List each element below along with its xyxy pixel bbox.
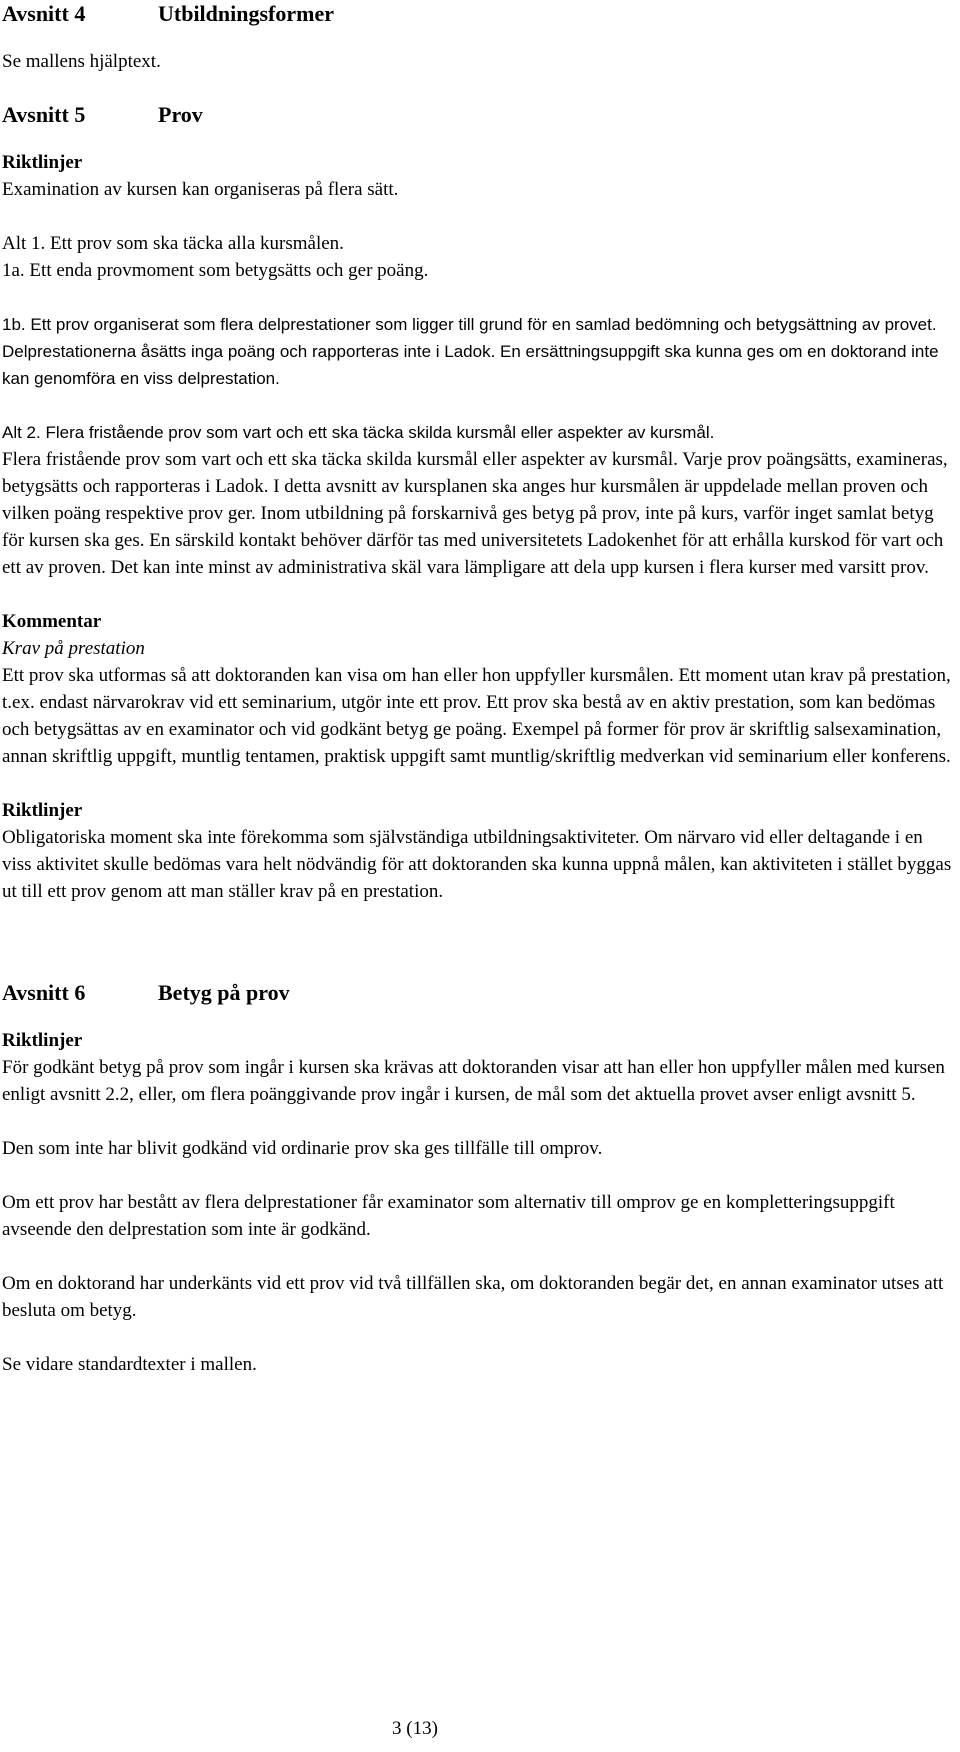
paragraph: Alt 2. Flera fristående prov som vart och ett ska täcka skilda kursmål eller aspekter av kursmål. xyxy=(2,423,715,442)
section-4-heading xyxy=(2,0,956,28)
paragraph: Den som inte har blivit godkänd vid ordinarie prov ska ges tillfälle till omprov. xyxy=(2,1138,603,1159)
subheading-riktlinjer: Riktlinjer xyxy=(2,1030,83,1051)
paragraph: För godkänt betyg på prov som ingår i kursen ska krävas att doktoranden visar att han eller hon uppfyller målen med kursen enligt avsnitt 2.2, eller, om flera poänggivande prov ingår i kursen, de mål som det aktuella provet avser enligt avsnitt 5. xyxy=(2,1057,945,1105)
page-number: 3 (13) xyxy=(392,1718,438,1739)
paragraph: Flera fristående prov som vart och ett ska täcka skilda kursmål eller aspekter av kursmål. Varje prov poängsätts, examineras, betygsätts och rapporteras i Ladok. I detta avsnitt av kursplanen ska anges hur kursmålen är uppdelade mellan proven och vilken poäng respektive prov ger. Inom utbildning på forskarnivå ges betyg på prov, inte på kurs, varför inget samlat betyg för kursen ska ges. En särskild kontakt behöver därför tas med universitetets Ladokenhet för att erhålla kurskod för vart och ett av proven. Det kan inte minst av administrativa skäl vara lämpligare att dela upp kursen i flera kurser med varsitt prov. xyxy=(2,449,948,578)
section-5-heading xyxy=(2,101,956,129)
paragraph: Om en doktorand har underkänts vid ett prov vid två tillfällen ska, om doktoranden begär det, en annan examinator utses att besluta om betyg. xyxy=(2,1273,944,1321)
subheading-riktlinjer: Riktlinjer xyxy=(2,152,83,173)
section-title: Prov xyxy=(158,102,203,127)
section-6-heading xyxy=(2,979,956,1007)
paragraph: Se mallens hjälptext. xyxy=(2,51,161,72)
paragraph: 1a. Ett enda provmoment som betygsätts och ger poäng. xyxy=(2,260,429,281)
paragraph: 1b. Ett prov organiserat som flera delprestationer som ligger till grund för en samlad bedömning och betygsättning av provet. Delprestationerna åsätts inga poäng och rapporteras inte i Ladok. En ersättningsuppgift ska kunna ges om en doktorand inte kan genomföra en viss delprestation. xyxy=(2,315,939,388)
paragraph: Ett prov ska utformas så att doktoranden kan visa om han eller hon uppfyller kursmålen. Ett moment utan krav på prestation, t.ex. endast närvarokrav vid ett seminarium, utgör inte ett prov. Ett prov ska bestå av en aktiv prestation, som kan bedömas och betygsättas av en examinator och vid godkänt betyg ge poäng. Exempel på former för prov är skriftlig salsexamination, annan skriftlig uppgift, muntlig tentamen, praktisk uppgift samt muntlig/skriftlig medverkan vid seminarium eller konferens. xyxy=(2,665,951,767)
subheading-riktlinjer: Riktlinjer xyxy=(2,800,83,821)
subheading-krav: Krav på prestation xyxy=(2,638,145,659)
paragraph: Examination av kursen kan organiseras på flera sätt. xyxy=(2,179,399,200)
paragraph: Alt 1. Ett prov som ska täcka alla kursmålen. xyxy=(2,233,344,254)
paragraph: Obligatoriska moment ska inte förekomma som självständiga utbildningsaktiviteter. Om närvaro vid eller deltagande i en viss aktivitet skulle bedömas vara helt nödvändig för att doktoranden ska kunna uppnå målen, kan aktiviteten i stället byggas ut till ett prov genom att man ställer krav på en prestation. xyxy=(2,827,952,902)
section-title: Betyg på prov xyxy=(158,980,290,1005)
paragraph: Om ett prov har bestått av flera delprestationer får examinator som alternativ till omprov ge en kompletteringsuppgift avseende den delprestation som inte är godkänd. xyxy=(2,1192,895,1240)
section-title: Utbildningsformer xyxy=(158,1,334,26)
paragraph: Se vidare standardtexter i mallen. xyxy=(2,1354,257,1375)
section-number: Avsnitt 5 xyxy=(2,102,86,127)
section-number: Avsnitt 4 xyxy=(2,1,86,26)
subheading-kommentar: Kommentar xyxy=(2,611,102,632)
section-number: Avsnitt 6 xyxy=(2,980,86,1005)
document-page xyxy=(2,0,956,1378)
